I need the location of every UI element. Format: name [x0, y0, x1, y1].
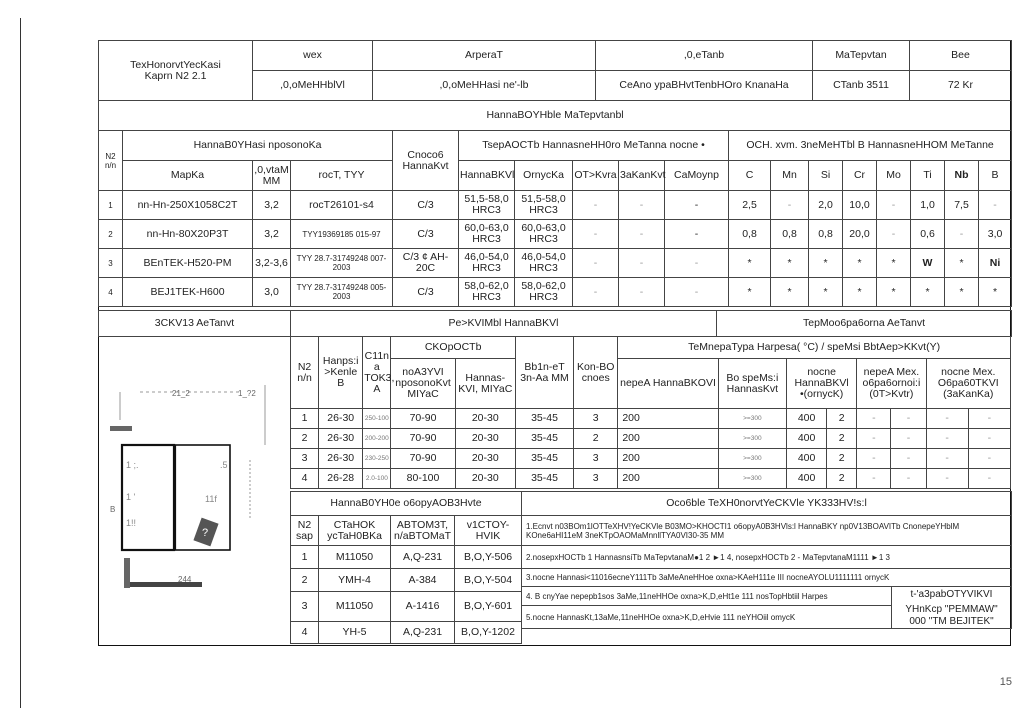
width: 35-45 [515, 409, 573, 429]
method: C/3 ¢ AH-20C [393, 249, 459, 278]
chem: 0,8 [729, 220, 771, 249]
modes-col-num: N2 n/n [291, 337, 319, 409]
auto: A,Q-231 [391, 622, 455, 644]
chem: * [771, 249, 809, 278]
chem: 10,0 [843, 191, 877, 220]
method: C/3 [393, 191, 459, 220]
hard: 51,5-58,0 HRC3 [459, 191, 515, 220]
card-title-cell [99, 41, 253, 101]
requirement-item-4: 4. B cnyYae nepepb1sos 3aMe,11neHHOe oxna>K,D,eHt1e 111 nosTopHbtiil Harpes [522, 587, 892, 606]
voltage: 26-28 [319, 469, 363, 489]
hard: - [573, 220, 619, 249]
element-ti: Ti [911, 161, 945, 191]
chem: 0,6 [911, 220, 945, 249]
layers: 3 [574, 469, 618, 489]
machine: M11050 [319, 546, 391, 569]
speed-feed: 70-90 [391, 409, 455, 429]
table-row [99, 278, 1012, 307]
company-2: 000 "TM BEJITEK" [909, 616, 994, 627]
modes-col-current: C11n a TOK3, A [363, 337, 391, 409]
temp-after-mech: - [926, 409, 968, 429]
method: C/3 [393, 278, 459, 307]
layers: 2 [574, 429, 618, 449]
table-row [99, 191, 1012, 220]
row-num: 3 [99, 249, 123, 278]
card-title: TexHonorvtYecKasi [130, 58, 221, 71]
materials-col-num: N2 n/n [99, 131, 123, 191]
hard: 46,0-54,0 HRC3 [515, 249, 573, 278]
sketch-label-b: B [110, 505, 116, 514]
chem: 0,8 [771, 220, 809, 249]
gost: rocT26101-s4 [291, 191, 393, 220]
hold-before-mech: - [891, 409, 926, 429]
weld-modes-table [290, 336, 1011, 409]
chem: * [729, 278, 771, 307]
col-label-unit: ArperaT [373, 41, 596, 71]
chem: * [945, 278, 979, 307]
chem: 2,5 [729, 191, 771, 220]
hold-after: 2 [827, 469, 857, 489]
chem: * [877, 278, 911, 307]
speed-weld: 20-30 [455, 409, 515, 429]
hard: 60,0-63,0 HRC3 [515, 220, 573, 249]
temp-sub-before-mech: nepeA Mex. o6pa6ornoi:i (0T>Kvtr) [857, 359, 926, 409]
modes-col-width: Bb1n-eT 3n-Aa MM [515, 337, 573, 409]
width: 35-45 [515, 469, 573, 489]
temp-before: 200 [618, 409, 718, 429]
chem: Ni [979, 249, 1012, 278]
diam: 3,2 [253, 220, 291, 249]
hard-sub-self: CaMoynp [665, 161, 729, 191]
table-row [291, 449, 1011, 469]
part-value: CeAno ypaBHvtTenbHOro KnanaHa [596, 71, 813, 101]
row-num: 1 [291, 546, 319, 569]
chem: - [877, 220, 911, 249]
layers: 3 [574, 449, 618, 469]
materials-section-title: HannaBOYHble MaTepvtanbl [99, 101, 1012, 131]
diam: 3,2 [253, 191, 291, 220]
temp-after: 400 [787, 409, 827, 429]
width: 35-45 [515, 449, 573, 469]
equipment-col-num: N2 sap [291, 516, 319, 546]
table-row [291, 546, 522, 569]
hard-sub-quench: 3aKanKvt [619, 161, 665, 191]
brand: nn-Hn-250X1058C2T [123, 191, 253, 220]
requirement-item-2: 2.nosepxHOCTb 1 HannasnsiTb MaTepvtanaM●1 2 ►1 4, nosepxHOCTb 2 - MaTepvtanaM1111 ►1 3 [522, 546, 1012, 569]
company-1: YHnKcp "PEMMAW" [905, 604, 998, 615]
machine: M11050 [319, 592, 391, 622]
chem: * [843, 278, 877, 307]
hold-after-mech: - [968, 469, 1010, 489]
sketch-label-dim2: 1_?2 [238, 389, 256, 398]
materials-col-chem-group: OCH. xvm. 3neMeHTbl B HannasneHHOM MeTanne [729, 131, 1012, 161]
current: 250-100 [363, 409, 391, 429]
weight-value: 72 Kr [910, 71, 1012, 101]
temp-before-mech: - [857, 409, 891, 429]
materials-col-hardness-group: TsepAOCTb HannasneHH0ro MeTanna nocne • [459, 131, 729, 161]
brand: BEnTEK-H520-PM [123, 249, 253, 278]
diam: 3,0 [253, 278, 291, 307]
sketch-label-dim3: 244 [178, 575, 192, 584]
requirement-item-5: 5.nocne HannasKt,13aMe,11neHHOe oxna>K,D,eHvie 111 neYHOiil omycK [522, 606, 892, 629]
hold-after: 2 [827, 449, 857, 469]
hard-sub-anneal: OT>Kvra [573, 161, 619, 191]
element-cr: Cr [843, 161, 877, 191]
unit-value: ,0,oMeHHasi ne'-lb [373, 71, 596, 101]
equipment-title: HannaB0YH0e o6opyAOB3Hvte [291, 492, 522, 516]
svg-text:11f: 11f [205, 494, 217, 504]
part-sketch [100, 330, 290, 635]
chem: * [979, 278, 1012, 307]
materials-col-brand: MapKa [123, 161, 253, 191]
chem: - [945, 220, 979, 249]
col-label-material: MaTepvtan [813, 41, 910, 71]
requirement-item-1: 1.Ecnvt n03BOm1lOTTeXHV!YeCKVle B03MO>KHOCTI1 o6opyA0B3HVls:l HannaBKY np0V13BOAVITb CnonepeYHblM KOne6aHI11eM 3neKTpOAOMaMnnllTYA0VI30-35 MM [522, 516, 1012, 546]
temp-during: >=300 [718, 449, 786, 469]
materials-col-diam: ,0,vtaM MM [253, 161, 291, 191]
chem: 20,0 [843, 220, 877, 249]
hold-after: 2 [827, 429, 857, 449]
hold-after-mech: - [968, 429, 1010, 449]
hard-sub-weld: HannaBKVl [459, 161, 515, 191]
temp-sub-before: nepeA HannaBKOVI [618, 359, 718, 409]
temp-before: 200 [618, 429, 718, 449]
row-num: 1 [291, 409, 319, 429]
voltage: 26-30 [319, 429, 363, 449]
equipment-col-machine: CTaHOK ycTaH0BKa [319, 516, 391, 546]
auto: A-1416 [391, 592, 455, 622]
row-num: 1 [99, 191, 123, 220]
requirements-table [521, 491, 1012, 629]
chem: * [877, 249, 911, 278]
equipment-col-auto: ABTOM3T, n/aBTOMaT [391, 516, 455, 546]
row-num: 2 [291, 429, 319, 449]
temp-before-mech: - [857, 429, 891, 449]
chem: * [911, 278, 945, 307]
chem: 3,0 [979, 220, 1012, 249]
hard: - [573, 278, 619, 307]
chem: 7,5 [945, 191, 979, 220]
speed-feed: 80-100 [391, 469, 455, 489]
material-value: CTanb 3511 [813, 71, 910, 101]
temp-after-mech: - [926, 429, 968, 449]
left-margin-line [20, 18, 21, 708]
chem: - [979, 191, 1012, 220]
hard: - [619, 220, 665, 249]
temp-sub-after-mech: nocne Mex. O6pa60TKVI (3aKanKa) [926, 359, 1010, 409]
weld-modes-title: Pe>KVIMbl HannaBKVl [291, 311, 717, 337]
gost: TYY19369185 015-97 [291, 220, 393, 249]
speed-feed: 70-90 [391, 449, 455, 469]
sketch-title: 3CKV13 AeTanvt [99, 311, 291, 337]
row-num: 2 [291, 569, 319, 592]
row-num: 3 [291, 592, 319, 622]
speed-sub-feed: noA3YVI nposonoKvt MIYaC [391, 359, 455, 409]
chem: * [843, 249, 877, 278]
auto: A-384 [391, 569, 455, 592]
speed-weld: 20-30 [455, 429, 515, 449]
machine: YH-5 [319, 622, 391, 644]
temp-sub-after: nocne HannaBKVl •(ornycK) [786, 359, 856, 409]
temp-before-mech: - [857, 449, 891, 469]
svg-text:?: ? [202, 527, 209, 539]
chem: 0,8 [809, 220, 843, 249]
element-c: C [729, 161, 771, 191]
speed-feed: 70-90 [391, 429, 455, 449]
width: 35-45 [515, 429, 573, 449]
element-nb: Nb [945, 161, 979, 191]
hold-after: 2 [827, 409, 857, 429]
requirement-item-3: 3.nocne Hannasi<11016ecneY111Tb 3aMeAneHHoe oxna>KAeH111e III nocneAYOLU1111111 ornycK [522, 569, 1012, 587]
chem: * [945, 249, 979, 278]
hard: - [573, 249, 619, 278]
materials-col-gost: rocT, TYY [291, 161, 393, 191]
materials-col-method: Cnoco6 HannaKvt [393, 131, 459, 191]
col-label-part: ,0,eTanb [596, 41, 813, 71]
hold-before-mech: - [891, 469, 926, 489]
source: B,O,Y-506 [455, 546, 522, 569]
temp-before: 200 [618, 449, 718, 469]
weld-modes-rows [290, 408, 1011, 489]
hold-after-mech: - [968, 409, 1010, 429]
hard: - [665, 278, 729, 307]
temp-after: 400 [787, 429, 827, 449]
table-row [291, 592, 522, 622]
machine: YMH-4 [319, 569, 391, 592]
chem: * [809, 249, 843, 278]
temp-before: 200 [618, 469, 718, 489]
shop-value: ,0,oMeHHblVl [253, 71, 373, 101]
table-row [99, 249, 1012, 278]
svg-text:1!!: 1!! [126, 518, 137, 528]
hold-after-mech: - [968, 449, 1010, 469]
hard: - [573, 191, 619, 220]
temp-before-mech: - [857, 469, 891, 489]
speed-weld: 20-30 [455, 449, 515, 469]
hold-before-mech: - [891, 449, 926, 469]
hard: 46,0-54,0 HRC3 [459, 249, 515, 278]
card-number: Kaprn N2 2.1 [144, 69, 207, 82]
heat-treatment-title: TepMoo6pa6orna AeTanvt [717, 311, 1012, 337]
chem: - [771, 191, 809, 220]
hard: - [665, 220, 729, 249]
hard: 60,0-63,0 HRC3 [459, 220, 515, 249]
row-num: 2 [99, 220, 123, 249]
chem: 2,0 [809, 191, 843, 220]
hard: - [619, 278, 665, 307]
temp-after-mech: - [926, 449, 968, 469]
brand: BEJ1TEK-H600 [123, 278, 253, 307]
modes-col-temp-group: TeMnepaTypa Harpesa( °C) / speMsi BbtAep>KKvt(Y) [618, 337, 1011, 359]
col-label-weight: Bee [910, 41, 1012, 71]
voltage: 26-30 [319, 409, 363, 429]
svg-text:1 ;.: 1 ;. [126, 460, 139, 470]
row-num: 4 [291, 622, 319, 644]
temp-sub-during: Bo speMs:i HannasKvt [718, 359, 786, 409]
source: B,O,Y-504 [455, 569, 522, 592]
speed-weld: 20-30 [455, 469, 515, 489]
auto: A,Q-231 [391, 546, 455, 569]
table-row [291, 569, 522, 592]
temp-during: >=300 [718, 429, 786, 449]
hard: 51,5-58,0 HRC3 [515, 191, 573, 220]
chem: - [877, 191, 911, 220]
temp-during: >=300 [718, 409, 786, 429]
svg-text:.5: .5 [220, 460, 228, 470]
chem: 1,0 [911, 191, 945, 220]
chem: * [729, 249, 771, 278]
modes-col-voltage: Hanps:i >Kenle B [319, 337, 363, 409]
element-mo: Mo [877, 161, 911, 191]
chem: * [809, 278, 843, 307]
temp-after-mech: - [926, 469, 968, 489]
hold-before-mech: - [891, 429, 926, 449]
sketch-label-dim1: 21_2 [172, 389, 190, 398]
page-number: 15 [999, 676, 1012, 688]
row-num: 4 [291, 469, 319, 489]
hard: 58,0-62,0 HRC3 [515, 278, 573, 307]
brand: nn-Hn-80X20P3T [123, 220, 253, 249]
source: B,O,Y-601 [455, 592, 522, 622]
voltage: 26-30 [319, 449, 363, 469]
chem: W [911, 249, 945, 278]
row-num: 4 [99, 278, 123, 307]
speed-sub-weld: Hannas-KVI, MIYaC [455, 359, 515, 409]
temp-after: 400 [787, 469, 827, 489]
developer-cell [892, 587, 1012, 629]
element-b: B [979, 161, 1012, 191]
col-label-shop: wex [253, 41, 373, 71]
row-num: 3 [291, 449, 319, 469]
developer-label: t-'a3pabOTYVIKVI [910, 589, 993, 600]
modes-col-speed-group: CKOpOCTb [391, 337, 516, 359]
chem: * [771, 278, 809, 307]
materials-col-name-group: HannaB0YHasi nposonoKa [123, 131, 393, 161]
table-row [291, 469, 1011, 489]
temp-after: 400 [787, 449, 827, 469]
gost: TYY 28.7-31749248 007-2003 [291, 249, 393, 278]
materials-table [98, 100, 1012, 307]
current: 200-200 [363, 429, 391, 449]
temp-during: >=300 [718, 469, 786, 489]
source: B,O,Y-1202 [455, 622, 522, 644]
svg-text:1 ': 1 ' [126, 492, 136, 502]
hard: - [619, 249, 665, 278]
equipment-col-source: v1CTOY-HVIK [455, 516, 522, 546]
modes-col-layers: Kon-BO cnoes [574, 337, 618, 409]
table-row [291, 622, 522, 644]
hard: - [665, 191, 729, 220]
element-si: Si [809, 161, 843, 191]
equipment-table [290, 491, 522, 644]
method: C/3 [393, 220, 459, 249]
element-mn: Mn [771, 161, 809, 191]
table-row [99, 220, 1012, 249]
layers: 3 [574, 409, 618, 429]
hard: - [619, 191, 665, 220]
table-row [291, 409, 1011, 429]
requirements-title: Oco6ble TeXH0norvtYeCKVle YK333HV!s:l [522, 492, 1012, 516]
current: 230-250 [363, 449, 391, 469]
header-table [98, 40, 1012, 101]
hard: - [665, 249, 729, 278]
hard-sub-temper: OrnycKa [515, 161, 573, 191]
gost: TYY 28.7-31749248 005-2003 [291, 278, 393, 307]
table-row [291, 429, 1011, 449]
hard: 58,0-62,0 HRC3 [459, 278, 515, 307]
diam: 3,2-3,6 [253, 249, 291, 278]
current: 2.0-100 [363, 469, 391, 489]
